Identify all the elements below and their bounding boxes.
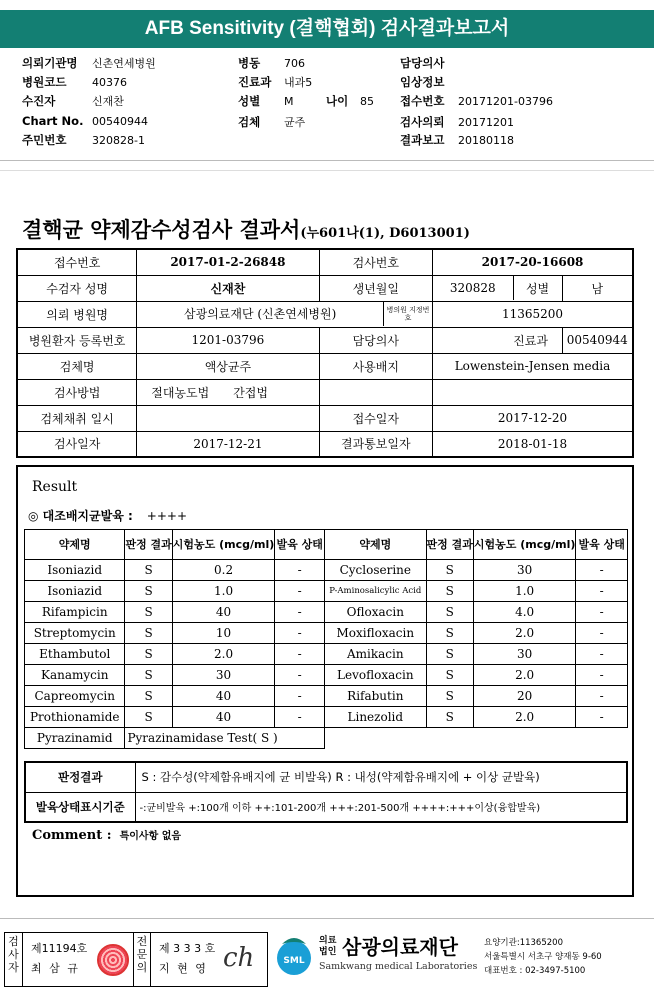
signature-box	[4, 932, 268, 987]
table-row: Kanamycin S 30 - Levofloxacin S 2.0 -	[25, 665, 628, 686]
info-row: 병동 706	[238, 56, 305, 70]
signature: ch	[223, 943, 255, 973]
info-row: Chart No. 00540944	[22, 114, 148, 128]
table-row: 접수번호 2017-01-2-26848 검사번호 2017-20-16608	[17, 249, 633, 275]
result-title: Result	[32, 479, 78, 495]
report-subtitle: (누601나(1), D6013001)	[300, 226, 470, 241]
specialist-name: 지 현 영	[159, 962, 208, 975]
divider	[0, 160, 654, 161]
table-row: Pyrazinamid Pyrazinamidase Test( S )	[25, 728, 628, 749]
table-row: 의뢰 병원명 삼광의료재단 (신촌연세병원) 병의원 지정번호 11365200	[17, 301, 633, 327]
svg-text:SML: SML	[283, 956, 305, 966]
inspector-label: 검사자	[5, 933, 23, 986]
table-row: 수검자 성명 신재찬 생년월일 320828 성별 남	[17, 275, 633, 301]
org-type: 의료법인	[319, 936, 337, 957]
patient-info	[22, 55, 642, 155]
info-row: 병원코드 40376	[22, 75, 127, 89]
table-row: Isoniazid S 1.0 - P-Aminosalicylic Acid S 1.0 -	[25, 581, 628, 602]
table-row: 검체채취 일시 접수일자 2017-12-20	[17, 405, 633, 431]
divider	[0, 170, 654, 171]
info-row: 임상정보	[400, 75, 445, 89]
inspector-name: 최 삼 규	[31, 962, 80, 975]
table-row: 검체명 액상균주 사용배지 Lowenstein-Jensen media	[17, 353, 633, 379]
table-row: Prothionamide S 40 - Linezolid S 2.0 -	[25, 707, 628, 728]
info-row: 의뢰기관명 신촌연세병원	[22, 56, 156, 70]
info-row: 수진자 신재찬	[22, 94, 124, 108]
info-row: 검체 균주	[238, 115, 306, 129]
table-row: 검사방법 절대농도법 간접법	[17, 379, 633, 405]
info-row: 담당의사	[400, 56, 445, 70]
inspector-license: 제11194호	[31, 942, 88, 955]
result-section	[16, 465, 634, 897]
org-contact: 요양기관:11365200 서울특별시 서초구 양재동 9-60 대표번호 : 02-3497-5100	[484, 938, 602, 976]
sml-logo-icon	[272, 934, 316, 978]
info-row: 주민번호 320828-1	[22, 133, 145, 147]
table-row: Streptomycin S 10 - Moxifloxacin S 2.0 -	[25, 623, 628, 644]
comment: Comment : 특이사항 없음	[32, 828, 182, 843]
info-row: 결과보고 20180118	[400, 133, 514, 147]
table-row: Rifampicin S 40 - Ofloxacin S 4.0 -	[25, 602, 628, 623]
specialist-label: 전문의	[133, 933, 151, 986]
info-row: 검사의뢰 20171201	[400, 115, 514, 129]
info-row: 접수번호 20171201-03796	[400, 94, 553, 108]
table-row: 발육상태표시기준 -:균비발육 +:100개 이하 ++:101-200개 +++:201-500개 ++++:+++이상(융합발육)	[25, 792, 627, 822]
drug-sensitivity-table	[24, 529, 628, 749]
table-row: Ethambutol S 2.0 - Amikacin S 30 -	[25, 644, 628, 665]
table-row: Capreomycin S 40 - Rifabutin S 20 -	[25, 686, 628, 707]
table-row: 병원환자 등록번호 1201-03796 담당의사 진료과 00540944	[17, 327, 633, 353]
legend-table	[24, 761, 628, 823]
report-header: AFB Sensitivity (결핵협회) 검사결과보고서	[0, 10, 654, 48]
report-title: 결핵균 약제감수성검사 결과서(누601나(1), D6013001)	[22, 217, 470, 242]
specialist-license: 제 3 3 3 호	[159, 942, 216, 955]
table-row: Isoniazid S 0.2 - Cycloserine S 30 -	[25, 560, 628, 581]
table-header-row: 약제명 판정 결과 시험농도 (mcg/ml) 발육 상태 약제명 판정 결과 시험농도 (mcg/ml) 발육 상태	[25, 530, 628, 560]
table-row: 판정결과 S : 감수성(약제함유배지에 균 비발육) R : 내성(약제함유배지에 + 이상 균발육)	[25, 762, 627, 792]
divider	[0, 918, 654, 919]
info-row: 진료과 내과5	[238, 75, 313, 89]
org-name: 삼광의료재단	[342, 935, 458, 959]
org-english-name: Samkwang medical Laboratories	[319, 961, 478, 972]
info-row: 성별 M 나이 85	[238, 94, 374, 108]
control-growth: ◎ 대조배지균발육 : ++++	[28, 509, 187, 523]
seal-stamp	[97, 944, 129, 976]
table-row: 검사일자 2017-12-21 결과통보일자 2018-01-18	[17, 431, 633, 457]
specimen-info-table	[16, 248, 634, 458]
